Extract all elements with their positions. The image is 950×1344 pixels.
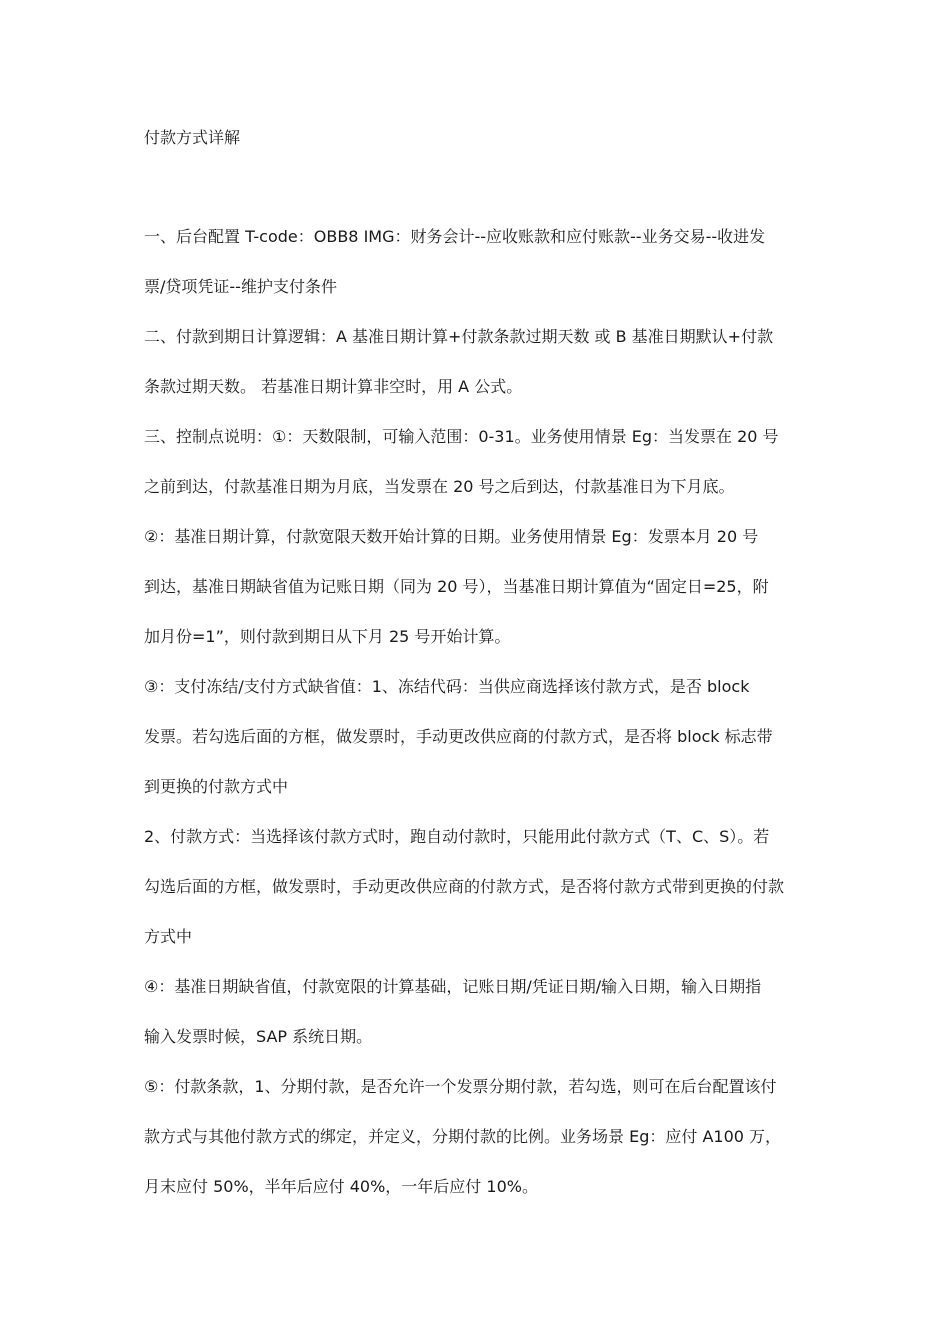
body-line: 发票。若勾选后面的方框，做发票时，手动更改供应商的付款方式，是否将 block 标志带	[144, 727, 773, 746]
body-line: ⑤：付款条款，1、分期付款，是否允许一个发票分期付款，若勾选，则可在后台配置该付	[144, 1077, 777, 1096]
body-line: ③：支付冻结/支付方式缺省值：1、冻结代码：当供应商选择该付款方式，是否 block	[144, 677, 750, 696]
body-line: 条款过期天数。 若基准日期计算非空时，用 A 公式。	[144, 377, 523, 396]
body-line: 到达，基准日期缺省值为记账日期（同为 20 号），当基准日期计算值为“固定日=25，附	[144, 577, 769, 596]
body-line: 之前到达，付款基准日期为月底，当发票在 20 号之后到达，付款基准日为下月底。	[144, 477, 735, 496]
document-body	[144, 226, 814, 1226]
body-line: 款方式与其他付款方式的绑定，并定义，分期付款的比例。业务场景 Eg：应付 A100 万，	[144, 1127, 782, 1146]
body-line: 输入发票时候，SAP 系统日期。	[144, 1027, 373, 1046]
body-line: 方式中	[144, 927, 193, 946]
body-line: 加月份=1”，则付款到期日从下月 25 号开始计算。	[144, 627, 511, 646]
document-title: 付款方式详解	[144, 128, 241, 147]
body-line: 勾选后面的方框，做发票时，手动更改供应商的付款方式，是否将付款方式带到更换的付款	[144, 877, 785, 896]
body-line: 二、付款到期日计算逻辑：A 基准日期计算+付款条款过期天数 或 B 基准日期默认+付款	[144, 327, 774, 346]
body-line: ④：基准日期缺省值，付款宽限的计算基础，记账日期/凭证日期/输入日期，输入日期指	[144, 977, 762, 996]
body-line: 一、后台配置 T-code：OBB8 IMG：财务会计--应收账款和应付账款--业务交易--收进发	[144, 227, 766, 246]
body-line: 到更换的付款方式中	[144, 777, 289, 796]
body-line: ②：基准日期计算，付款宽限天数开始计算的日期。业务使用情景 Eg：发票本月 20 号	[144, 527, 759, 546]
body-line: 三、控制点说明：①：天数限制，可输入范围：0-31。业务使用情景 Eg：当发票在 20 号	[144, 427, 779, 446]
body-line: 票/贷项凭证--维护支付条件	[144, 277, 337, 296]
body-line: 月末应付 50%，半年后应付 40%，一年后应付 10%。	[144, 1177, 538, 1196]
body-line: 2、付款方式：当选择该付款方式时，跑自动付款时，只能用此付款方式（T、C、S）。若	[144, 827, 770, 846]
